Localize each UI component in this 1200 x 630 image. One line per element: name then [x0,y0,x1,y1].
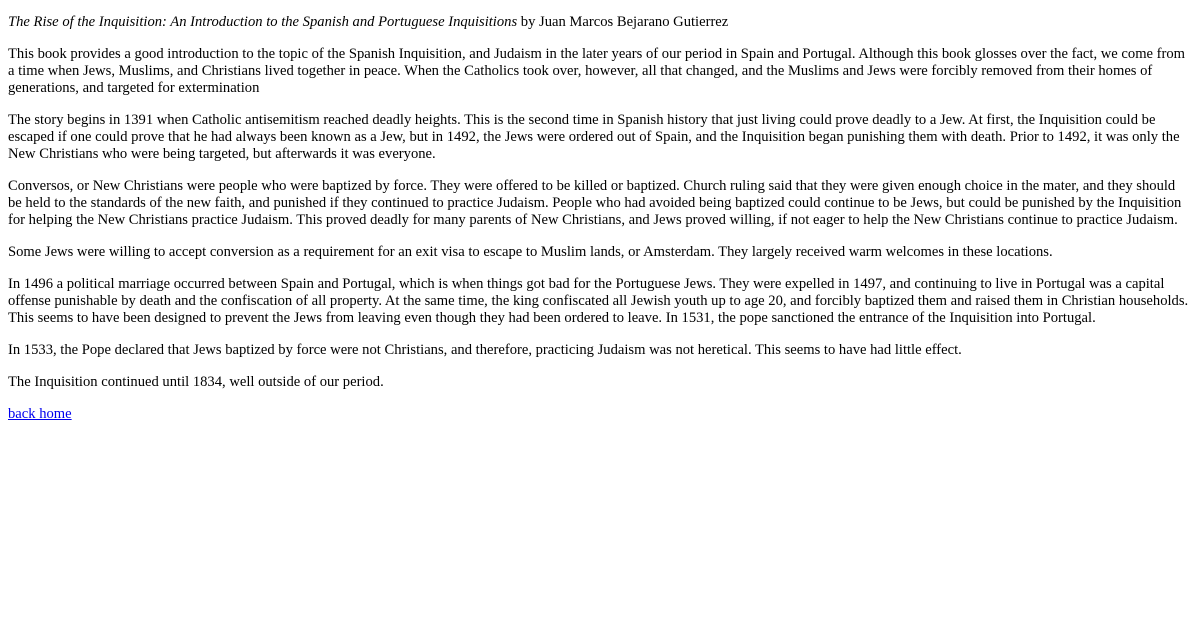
review-paragraph-6: In 1533, the Pope declared that Jews baptized by force were not Christians, and therefore, practicing Judaism was not heretical. This seems to have had little effect. [8,342,962,358]
back-home-link[interactable]: back home [8,406,72,422]
book-title: The Rise of the Inquisition: An Introduction to the Spanish and Portuguese Inquisitions [8,14,518,30]
review-paragraph-3: Conversos, or New Christians were people who were baptized by force. They were offered to be killed or baptized. Church ruling said that they were given enough choice in the mater, and they should be held to the standards of the new faith, and punished if they continued to practice Judaism. People who had avoided being baptized could continue to be Jews, but could be punished by the Inquisition for helping the New Christians practice Judaism. This proved deadly for many parents of New Christians, and Jews proved willing, if not eager to help the New Christians continue to practice Judaism. [8,178,1182,228]
review-paragraph-1: This book provides a good introduction to the topic of the Spanish Inquisition, and Judaism in the later years of our period in Spain and Portugal. Although this book glosses over the fact, we come from a time when Jews, Muslims, and Christians lived together in peace. When the Catholics took over, however, all that changed, and the Muslims and Jews were forcibly removed from their homes of generations, and targeted for extermination [8,46,1186,96]
book-byline: by Juan Marcos Bejarano Gutierrez [517,14,729,30]
book-heading [8,14,1192,31]
review-paragraph-7: The Inquisition continued until 1834, well outside of our period. [8,374,384,390]
review-paragraph-5: In 1496 a political marriage occurred between Spain and Portugal, which is when things got bad for the Portuguese Jews. They were expelled in 1497, and continuing to live in Portugal was a capital offense punishable by death and the confiscation of all property. At the same time, the king confiscated all Jewish youth up to age 20, and forcibly baptized them and raised them in Christian households. This seems to have been designed to prevent the Jews from leaving even though they had been ordered to leave. In 1531, the pope sanctioned the entrance of the Inquisition into Portugal. [8,276,1189,326]
review-paragraph-2: The story begins in 1391 when Catholic antisemitism reached deadly heights. This is the second time in Spanish history that just living could prove deadly to a Jew. At first, the Inquisition could be escaped if one could prove that he had always been known as a Jew, but in 1492, the Jews were ordered out of Spain, and the Inquisition began punishing them with death. Prior to 1492, it was only the New Christians who were being targeted, but afterwards it was everyone. [8,112,1180,162]
back-home-container [8,406,1192,423]
review-paragraph-4: Some Jews were willing to accept conversion as a requirement for an exit visa to escape to Muslim lands, or Amsterdam. They largely received warm welcomes in these locations. [8,244,1053,260]
